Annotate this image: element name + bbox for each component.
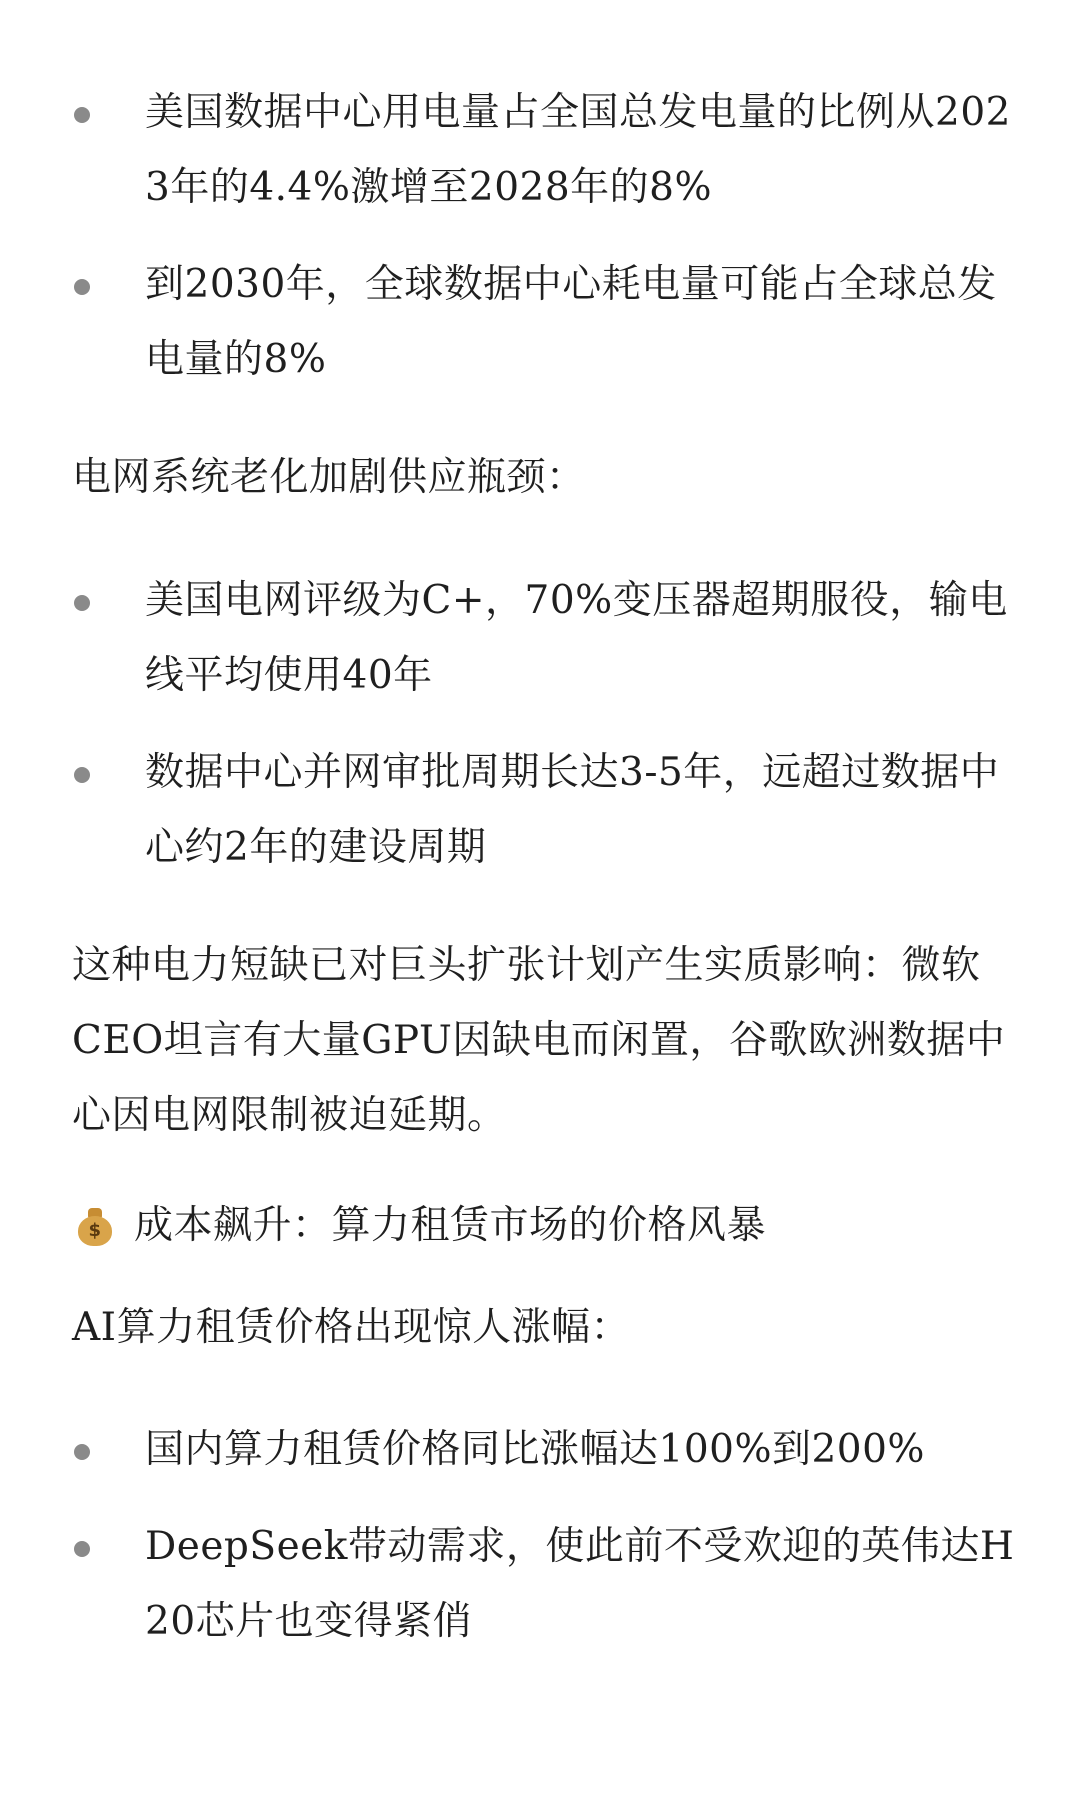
- list-item-text: 数据中心并网审批周期长达3-5年，远超过数据中心约2年的建设周期: [145, 750, 1000, 870]
- impact-paragraph: 这种电力短缺已对巨头扩张计划产生实质影响：微软CEO坦言有大量GPU因缺电而闲置，谷歌欧洲数据中心因电网限制被迫延期。: [72, 943, 1006, 1138]
- bullet-dot-icon: [74, 1541, 90, 1557]
- cost-section-title: 成本飙升：算力租赁市场的价格风暴: [134, 1203, 767, 1248]
- grid-aging-heading: 电网系统老化加剧供应瓶颈：: [72, 455, 586, 500]
- list-item: [0, 563, 1080, 713]
- cost-section-heading: [72, 1188, 1008, 1263]
- bullet-dot-icon: [74, 1444, 90, 1460]
- list-item-text: 到2030年，全球数据中心耗电量可能占全球总发电量的8%: [145, 262, 997, 382]
- list-item-text: 美国电网评级为C+，70%变压器超期服役，输电线平均使用40年: [145, 578, 1008, 698]
- bullet-dot-icon: [74, 279, 90, 295]
- list-item-text: 国内算力租赁价格同比涨幅达100%到200%: [145, 1427, 925, 1472]
- list-item: [0, 1509, 1080, 1659]
- bullet-dot-icon: [74, 767, 90, 783]
- grid-issues-list: [0, 563, 1080, 885]
- bullet-dot-icon: [74, 595, 90, 611]
- list-item: [0, 1412, 1080, 1487]
- list-item-text: 美国数据中心用电量占全国总发电量的比例从2023年的4.4%激增至2028年的8%: [145, 90, 1011, 210]
- list-item: [0, 75, 1080, 225]
- list-item-text: DeepSeek带动需求，使此前不受欢迎的英伟达H20芯片也变得紧俏: [145, 1524, 1015, 1644]
- list-item: [0, 247, 1080, 397]
- money-bag-icon: $: [78, 1206, 112, 1246]
- list-item: [0, 735, 1080, 885]
- price-rise-list: [0, 1412, 1080, 1659]
- bullet-dot-icon: [74, 107, 90, 123]
- power-usage-list: [0, 75, 1080, 397]
- price-heading: AI算力租赁价格出现惊人涨幅：: [72, 1305, 631, 1350]
